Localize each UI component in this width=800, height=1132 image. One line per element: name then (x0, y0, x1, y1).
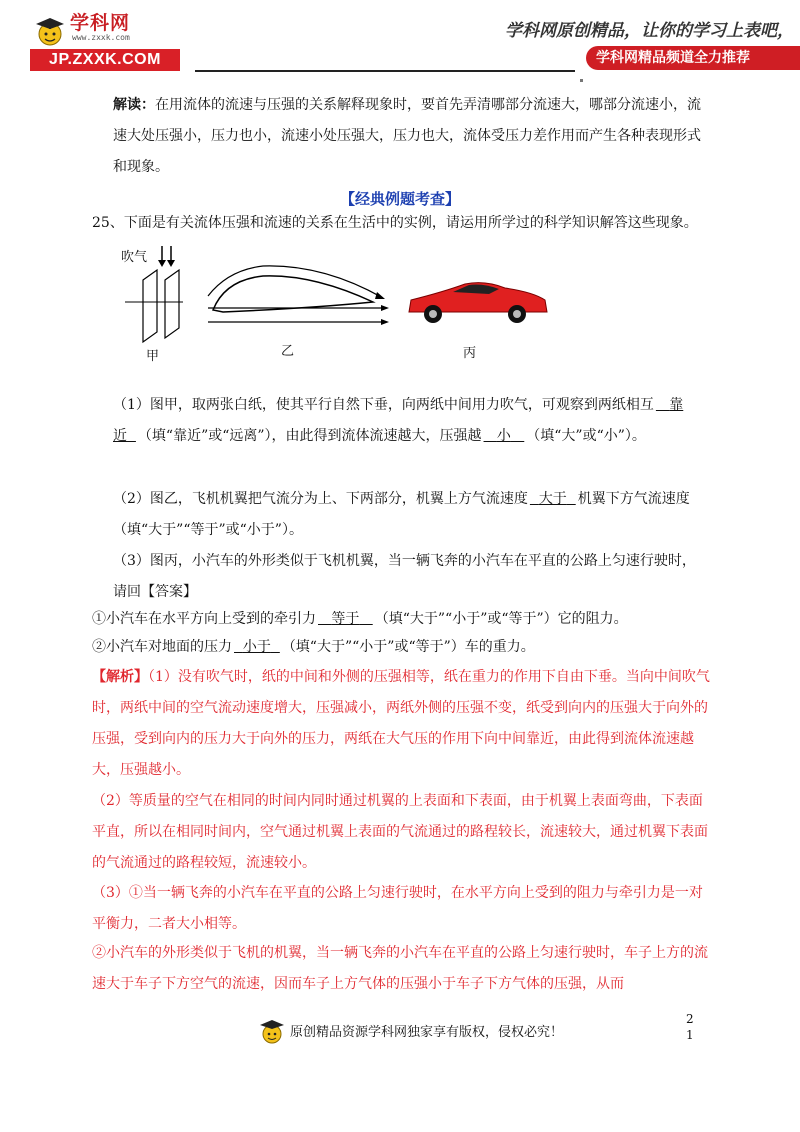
part2-answer: 大于 (538, 491, 567, 507)
question-stem: 25、下面是有关流体压强和流速的关系在生活中的实例，请运用所学过的科学知识解答这些现象。 (92, 215, 698, 231)
part2-text-a: （2）图乙，飞机机翼把气流分为上、下两部分，机翼上方气流速度 (113, 491, 528, 507)
intro-label: 解读： (113, 97, 155, 113)
header-divider (195, 70, 575, 72)
page-number-bottom: 1 (686, 1028, 694, 1042)
figure-b-wing-diagram (208, 266, 389, 325)
figure-b-label: 乙 (281, 344, 295, 359)
logo-domain: JP.ZXXK.COM (30, 49, 180, 71)
part3-1-text-b: （填“大于”“小于”或“等于”）它的阻力。 (374, 611, 628, 627)
figure-a-label: 甲 (146, 349, 160, 364)
part1-text-a: （1）图甲，取两张白纸，使其平行自然下垂，向两纸中间用力吹气，可观察到两纸相互 (113, 397, 654, 413)
intro-paragraph (113, 90, 705, 183)
part1-answer-2: 小 (496, 428, 511, 444)
analysis-paragraph-3: （3）①当一辆飞奔的小汽车在平直的公路上匀速行驶时，在水平方向上受到的阻力与牵引力是一对平衡力，二者大小相等。 (92, 885, 703, 932)
figure-c-label: 丙 (463, 346, 477, 361)
figure-row (113, 240, 573, 365)
question-part-2 (113, 484, 705, 546)
blow-label: 吹气 (121, 250, 148, 265)
part3-2-text-b: （填“大于”“小于”或“等于”）车的重力。 (281, 639, 535, 655)
analysis-label: 【解析】 (92, 669, 148, 685)
header-slogan: 学科网原创精品，让你的学习上表吧， (505, 21, 794, 41)
page-number-top: 2 (686, 1012, 694, 1026)
part1-text-c: （填“大”或“小”）。 (526, 428, 646, 444)
part2-text-b: 机翼下方气流速度（填“大于”“等于”或“小于”）。 (113, 491, 690, 538)
header-dot (580, 79, 583, 82)
part3-2-text-a: ②小汽车对地面的压力 (92, 639, 232, 655)
question-part-1 (113, 390, 705, 452)
question-part-3-2 (92, 632, 712, 663)
logo-url: www.zxxk.com (72, 33, 130, 42)
part3-2-answer: 小于 (242, 639, 271, 655)
part1-answer-1: 靠近 (113, 397, 684, 444)
figure-c-car-icon (409, 283, 547, 323)
footer-mascot-icon (258, 1016, 286, 1046)
question-part-3-1 (92, 604, 712, 635)
question-part-3: （3）图丙，小汽车的外形类似于飞机机翼，当一辆飞奔的小汽车在平直的公路上匀速行驶时，请回【答案】 (113, 553, 696, 600)
section-heading: 【经典例题考查】 (339, 190, 460, 208)
part1-text-b: （填“靠近”或“远离”），由此得到流体流速越大，压强越 (137, 428, 482, 444)
part3-1-text-a: ①小汽车在水平方向上受到的牵引力 (92, 611, 316, 627)
channel-badge: 学科网精品频道全力推荐 (586, 46, 800, 70)
analysis-text-1: （1）没有吹气时，纸的中间和外侧的压强相等，纸在重力的作用下自由下垂。当向中间吹气时，两纸中间的空气流动速度增大，压强减小，两纸外侧的压强不变，纸受到向内的压强大于向外的压强，受到向内的压力大于向外的压力，两纸在大气压的作用下向中间靠近，由此得到流体流速越大，压强越小。 (92, 669, 710, 778)
footer-copyright: 原创精品资源学科网独家享有版权，侵权必究！ (290, 1025, 564, 1040)
intro-text: 在用流体的流速与压强的关系解释现象时，要首先弄清哪部分流速大，哪部分流速小，流速大处压强小，压力也小，流速小处压强大，压力也大，流体受压力差作用而产生各种表现形式和现象。 (113, 97, 701, 175)
analysis-paragraph-4: ②小汽车的外形类似于飞机的机翼，当一辆飞奔的小汽车在平直的公路上匀速行驶时，车子上方的流速大于车子下方空气的流速，因而车子上方气体的压强小于车子下方气体的压强，从而 (92, 945, 708, 992)
analysis-paragraph-1 (92, 662, 712, 786)
analysis-paragraph-2: （2）等质量的空气在相同的时间内同时通过机翼的上表面和下表面，由于机翼上表面弯曲，下表面平直，所以在相同时间内，空气通过机翼上表面的气流通过的路程较长，流速较大，通过机翼下表面的气流通过的路程较短，流速较小。 (92, 793, 708, 871)
logo-title: 学科网 (70, 12, 131, 34)
part3-1-answer: 等于 (331, 611, 360, 627)
